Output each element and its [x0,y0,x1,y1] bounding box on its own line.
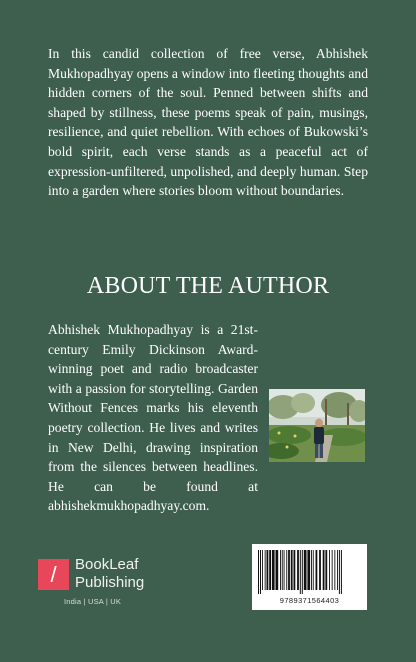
barcode-bar [294,550,296,590]
barcode-bar [269,550,271,590]
barcode-bar [334,550,335,590]
barcode-bar [311,550,312,590]
barcode-bar [329,550,330,590]
author-photo [269,389,365,462]
isbn-number: 9789371564403 [279,596,340,605]
garden-photo-illustration [269,389,365,462]
barcode-bar [323,550,325,590]
barcode-bar [288,550,290,590]
publisher-name-line-2: Publishing [75,574,145,591]
barcode-bar [313,550,314,590]
barcode-bar [260,550,261,594]
barcode-bar [302,550,303,594]
book-blurb: In this candid collection of free verse, Abhishek Mukhopadhyay opens a window into fleeting thoughts and hidden corners of the soul. Penned between shifts and shaped by stillness, these poems speak of pain, musings, resilience, and quiet rebellion. With echoes of Bukowski’s bold spirit, each verse stands as a peaceful act of expression-unfiltered, unpolished, and deeply human. Step into a garden where stories bloom without boundaries. [48,46,368,199]
barcode-bar [297,550,299,590]
barcode-bar [341,550,342,594]
barcode-bar [307,550,310,590]
publisher-logo [38,556,198,612]
about-author-heading: ABOUT THE AUTHOR [86,273,330,299]
barcode-bar [325,550,327,590]
barcode-bar [272,550,275,590]
publisher-name-line-1: BookLeaf [75,556,139,573]
barcode-bar [282,550,283,590]
bookleaf-mark-icon [38,559,69,590]
barcode-bar [339,550,340,594]
barcode-bar [280,550,281,590]
publisher-regions: India | USA | UK [64,597,122,606]
barcode-bar [262,550,263,590]
barcode-bar [316,550,318,590]
barcode-bar [291,550,293,590]
publisher-mark-glyph: / [50,562,57,587]
barcode-bar [276,550,279,590]
barcode-bar [286,550,287,590]
barcode-bar [332,550,333,590]
barcode-bars [257,550,362,594]
barcode-bar [319,550,321,590]
barcode-bar [258,550,259,594]
barcode-bar [265,550,266,590]
barcode-bar [284,550,285,590]
barcode-bar [267,550,269,590]
barcode-bar [337,550,338,590]
isbn-barcode [252,544,367,610]
barcode-bar [304,550,307,590]
author-bio: Abhishek Mukhopadhyay is a 21st-century Emily Dickinson Award-winning poet and radio broadcaster with a passion for storytelling. Garden Without Fences marks his eleventh poetry collection. He lives and writes in New Delhi, drawing inspiration from the silences between headlines. He can be found at abhishekmukhopadhyay.com. [48,322,258,514]
barcode-bar [300,550,301,594]
publisher-name [75,556,195,592]
